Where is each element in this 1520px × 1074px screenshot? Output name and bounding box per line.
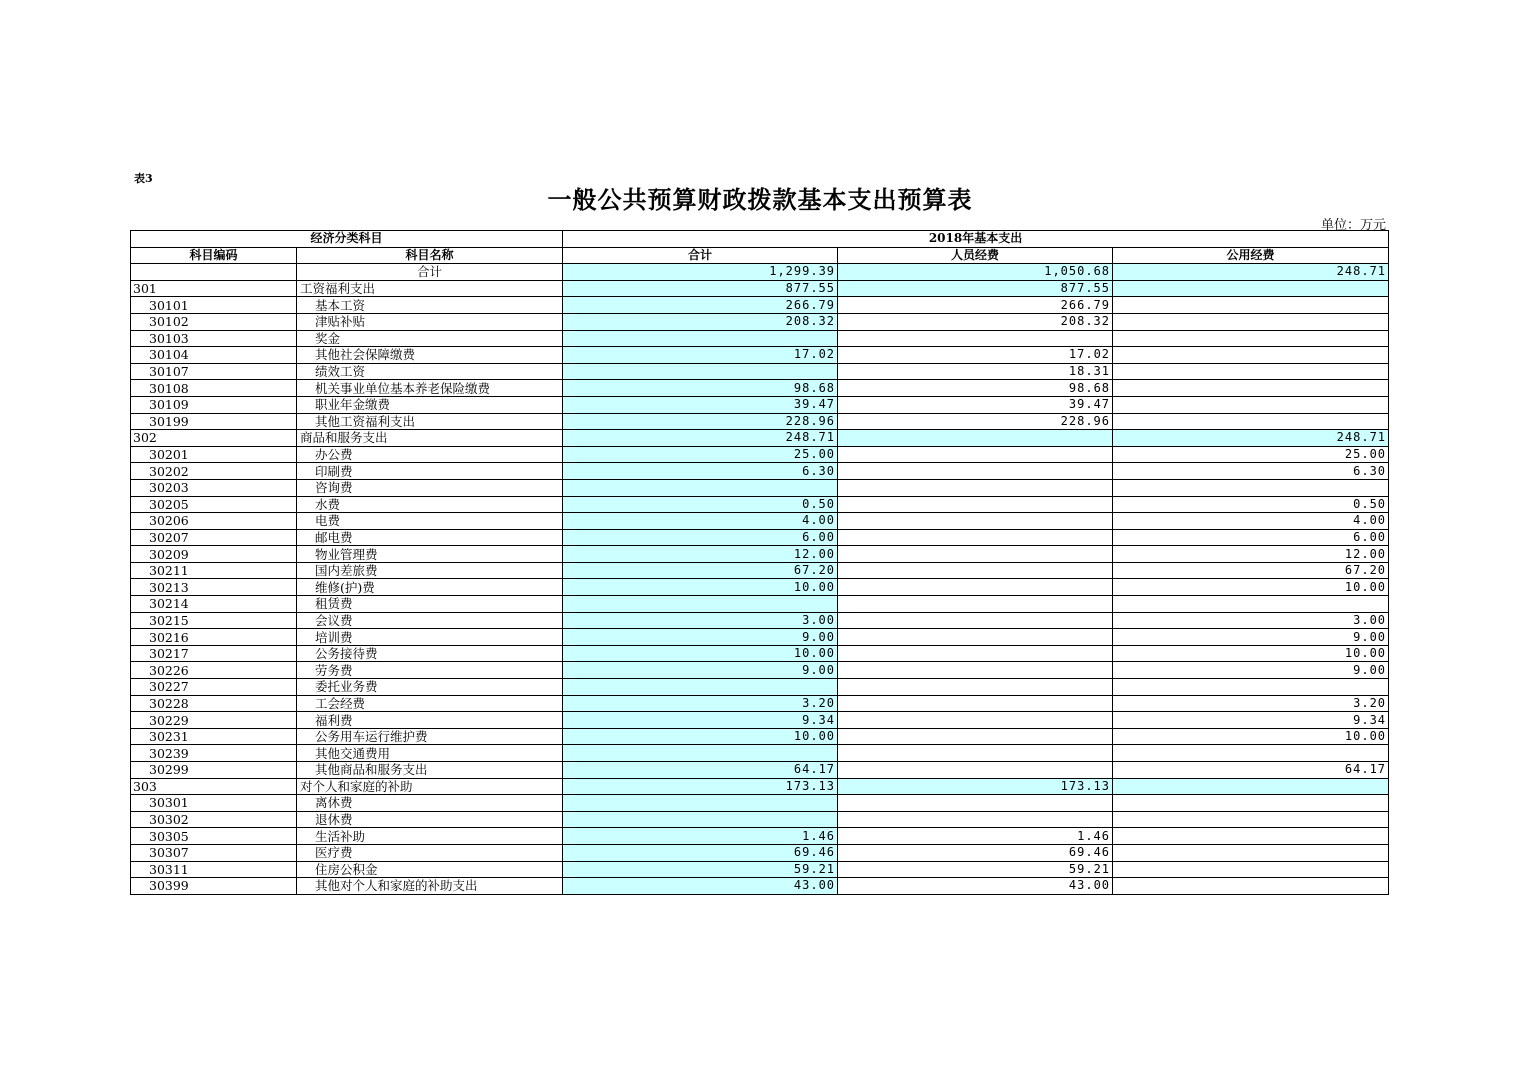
row-public: 0.50 xyxy=(1113,496,1389,513)
row-total: 25.00 xyxy=(563,446,838,463)
total-label: 合计 xyxy=(297,264,563,281)
table-row xyxy=(131,330,1389,347)
table-row xyxy=(131,280,1389,297)
row-total: 0.50 xyxy=(563,496,838,513)
row-code: 30102 xyxy=(131,313,297,330)
row-public: 67.20 xyxy=(1113,562,1389,579)
header-economic-category: 经济分类科目 xyxy=(131,231,563,248)
row-public: 9.00 xyxy=(1113,662,1389,679)
row-total: 1.46 xyxy=(563,828,838,845)
row-personnel xyxy=(838,596,1113,613)
table-row xyxy=(131,612,1389,629)
table-row xyxy=(131,313,1389,330)
row-personnel xyxy=(838,579,1113,596)
header-code: 科目编码 xyxy=(131,247,297,264)
row-total: 266.79 xyxy=(563,297,838,314)
row-public: 4.00 xyxy=(1113,513,1389,530)
row-public xyxy=(1113,778,1389,795)
row-code: 30205 xyxy=(131,496,297,513)
row-personnel xyxy=(838,496,1113,513)
table-row xyxy=(131,629,1389,646)
row-code: 30301 xyxy=(131,795,297,812)
row-code: 30217 xyxy=(131,645,297,662)
row-personnel: 69.46 xyxy=(838,844,1113,861)
row-total: 6.00 xyxy=(563,529,838,546)
row-code: 303 xyxy=(131,778,297,795)
row-code: 30101 xyxy=(131,297,297,314)
row-name: 其他交通费用 xyxy=(297,745,563,762)
row-public: 10.00 xyxy=(1113,579,1389,596)
row-code: 30226 xyxy=(131,662,297,679)
row-total: 3.20 xyxy=(563,695,838,712)
header-personnel: 人员经费 xyxy=(838,247,1113,264)
row-total: 228.96 xyxy=(563,413,838,430)
row-name: 对个人和家庭的补助 xyxy=(297,778,563,795)
row-total: 17.02 xyxy=(563,347,838,364)
table-row xyxy=(131,496,1389,513)
row-total xyxy=(563,795,838,812)
row-name: 工会经费 xyxy=(297,695,563,712)
row-public xyxy=(1113,380,1389,397)
row-public: 25.00 xyxy=(1113,446,1389,463)
header-basic-expenditure: 2018年基本支出 xyxy=(563,231,1389,248)
row-public: 6.00 xyxy=(1113,529,1389,546)
row-total: 6.30 xyxy=(563,463,838,480)
row-personnel xyxy=(838,479,1113,496)
row-personnel xyxy=(838,546,1113,563)
row-name: 福利费 xyxy=(297,712,563,729)
row-name: 商品和服务支出 xyxy=(297,430,563,447)
row-code: 30216 xyxy=(131,629,297,646)
row-public xyxy=(1113,861,1389,878)
table-row xyxy=(131,762,1389,779)
row-name: 水费 xyxy=(297,496,563,513)
table-row xyxy=(131,430,1389,447)
row-name: 机关事业单位基本养老保险缴费 xyxy=(297,380,563,397)
row-personnel xyxy=(838,795,1113,812)
row-total: 98.68 xyxy=(563,380,838,397)
row-code: 30109 xyxy=(131,396,297,413)
row-public xyxy=(1113,844,1389,861)
row-code: 30213 xyxy=(131,579,297,596)
row-total: 9.00 xyxy=(563,662,838,679)
row-name: 培训费 xyxy=(297,629,563,646)
table-row xyxy=(131,396,1389,413)
row-public xyxy=(1113,280,1389,297)
row-total: 12.00 xyxy=(563,546,838,563)
table-row xyxy=(131,579,1389,596)
table-row xyxy=(131,695,1389,712)
unit-label: 单位：万元 xyxy=(1320,218,1386,233)
row-code: 30201 xyxy=(131,446,297,463)
row-name: 咨询费 xyxy=(297,479,563,496)
row-total xyxy=(563,596,838,613)
row-public: 3.20 xyxy=(1113,695,1389,712)
row-code: 30231 xyxy=(131,728,297,745)
row-personnel: 1.46 xyxy=(838,828,1113,845)
table-row xyxy=(131,380,1389,397)
total-total: 1,299.39 xyxy=(563,264,838,281)
row-name: 基本工资 xyxy=(297,297,563,314)
row-code: 30311 xyxy=(131,861,297,878)
table-row xyxy=(131,728,1389,745)
row-personnel xyxy=(838,330,1113,347)
table-row xyxy=(131,844,1389,861)
table-row xyxy=(131,795,1389,812)
row-code: 30104 xyxy=(131,347,297,364)
row-name: 奖金 xyxy=(297,330,563,347)
row-total: 173.13 xyxy=(563,778,838,795)
row-code: 30307 xyxy=(131,844,297,861)
row-total: 10.00 xyxy=(563,645,838,662)
row-personnel xyxy=(838,430,1113,447)
row-code: 30215 xyxy=(131,612,297,629)
table-row xyxy=(131,861,1389,878)
row-name: 津贴补贴 xyxy=(297,313,563,330)
row-public xyxy=(1113,313,1389,330)
row-code: 30229 xyxy=(131,712,297,729)
row-public: 3.00 xyxy=(1113,612,1389,629)
page-title: 一般公共预算财政拨款基本支出预算表 xyxy=(547,185,973,214)
table-row xyxy=(131,645,1389,662)
table-row xyxy=(131,413,1389,430)
total-row xyxy=(131,264,1389,281)
row-public xyxy=(1113,679,1389,696)
table-row xyxy=(131,347,1389,364)
header-name: 科目名称 xyxy=(297,247,563,264)
row-name: 租赁费 xyxy=(297,596,563,613)
row-personnel: 877.55 xyxy=(838,280,1113,297)
row-personnel: 266.79 xyxy=(838,297,1113,314)
table-row xyxy=(131,745,1389,762)
table-row xyxy=(131,529,1389,546)
header-total: 合计 xyxy=(563,247,838,264)
row-public: 248.71 xyxy=(1113,430,1389,447)
group-header-row xyxy=(131,231,1389,248)
row-personnel: 39.47 xyxy=(838,396,1113,413)
row-personnel xyxy=(838,612,1113,629)
row-personnel: 17.02 xyxy=(838,347,1113,364)
row-code: 30228 xyxy=(131,695,297,712)
row-code: 30202 xyxy=(131,463,297,480)
row-total: 39.47 xyxy=(563,396,838,413)
row-code: 30305 xyxy=(131,828,297,845)
row-total xyxy=(563,745,838,762)
table-row xyxy=(131,463,1389,480)
row-name: 邮电费 xyxy=(297,529,563,546)
row-code: 30107 xyxy=(131,363,297,380)
row-public: 10.00 xyxy=(1113,728,1389,745)
row-code: 30203 xyxy=(131,479,297,496)
row-personnel xyxy=(838,513,1113,530)
row-total xyxy=(563,363,838,380)
table-row xyxy=(131,679,1389,696)
row-personnel xyxy=(838,679,1113,696)
row-personnel xyxy=(838,446,1113,463)
row-total xyxy=(563,679,838,696)
row-name: 退休费 xyxy=(297,811,563,828)
row-personnel xyxy=(838,762,1113,779)
row-total: 59.21 xyxy=(563,861,838,878)
row-total xyxy=(563,330,838,347)
row-public: 64.17 xyxy=(1113,762,1389,779)
row-name: 离休费 xyxy=(297,795,563,812)
row-personnel xyxy=(838,529,1113,546)
table-row xyxy=(131,778,1389,795)
row-code: 30206 xyxy=(131,513,297,530)
row-personnel: 59.21 xyxy=(838,861,1113,878)
row-total xyxy=(563,811,838,828)
total-personnel: 1,050.68 xyxy=(838,264,1113,281)
row-name: 电费 xyxy=(297,513,563,530)
table-row xyxy=(131,596,1389,613)
row-name: 其他商品和服务支出 xyxy=(297,762,563,779)
row-total: 64.17 xyxy=(563,762,838,779)
row-personnel xyxy=(838,629,1113,646)
row-public: 9.34 xyxy=(1113,712,1389,729)
row-public: 12.00 xyxy=(1113,546,1389,563)
row-personnel xyxy=(838,745,1113,762)
total-code-cell xyxy=(131,264,297,281)
row-personnel: 43.00 xyxy=(838,878,1113,895)
row-name: 工资福利支出 xyxy=(297,280,563,297)
row-name: 印刷费 xyxy=(297,463,563,480)
total-public: 248.71 xyxy=(1113,264,1389,281)
row-public xyxy=(1113,596,1389,613)
row-public xyxy=(1113,396,1389,413)
row-name: 其他对个人和家庭的补助支出 xyxy=(297,878,563,895)
row-code: 30239 xyxy=(131,745,297,762)
row-total: 877.55 xyxy=(563,280,838,297)
budget-table xyxy=(130,230,1389,895)
row-personnel: 98.68 xyxy=(838,380,1113,397)
row-code: 30103 xyxy=(131,330,297,347)
row-public xyxy=(1113,479,1389,496)
row-public xyxy=(1113,811,1389,828)
row-name: 医疗费 xyxy=(297,844,563,861)
row-name: 绩效工资 xyxy=(297,363,563,380)
row-personnel xyxy=(838,728,1113,745)
table-row xyxy=(131,878,1389,895)
table-number: 表3 xyxy=(134,172,153,185)
row-code: 30207 xyxy=(131,529,297,546)
row-personnel: 228.96 xyxy=(838,413,1113,430)
row-name: 公务用车运行维护费 xyxy=(297,728,563,745)
table-row xyxy=(131,297,1389,314)
row-public xyxy=(1113,297,1389,314)
table-row xyxy=(131,446,1389,463)
row-personnel xyxy=(838,811,1113,828)
row-code: 30302 xyxy=(131,811,297,828)
table-row xyxy=(131,828,1389,845)
row-name: 其他社会保障缴费 xyxy=(297,347,563,364)
table-row xyxy=(131,662,1389,679)
row-public: 10.00 xyxy=(1113,645,1389,662)
row-name: 物业管理费 xyxy=(297,546,563,563)
column-header-row xyxy=(131,247,1389,264)
row-personnel: 18.31 xyxy=(838,363,1113,380)
row-name: 职业年金缴费 xyxy=(297,396,563,413)
row-personnel: 173.13 xyxy=(838,778,1113,795)
table-row xyxy=(131,363,1389,380)
row-total: 248.71 xyxy=(563,430,838,447)
row-total: 208.32 xyxy=(563,313,838,330)
table-row xyxy=(131,562,1389,579)
row-total: 43.00 xyxy=(563,878,838,895)
row-code: 30227 xyxy=(131,679,297,696)
row-name: 劳务费 xyxy=(297,662,563,679)
table-row xyxy=(131,546,1389,563)
row-name: 其他工资福利支出 xyxy=(297,413,563,430)
row-public xyxy=(1113,330,1389,347)
row-public: 6.30 xyxy=(1113,463,1389,480)
row-code: 30399 xyxy=(131,878,297,895)
row-personnel xyxy=(838,695,1113,712)
row-public: 9.00 xyxy=(1113,629,1389,646)
row-code: 30214 xyxy=(131,596,297,613)
row-public xyxy=(1113,347,1389,364)
row-total: 10.00 xyxy=(563,728,838,745)
row-public xyxy=(1113,795,1389,812)
row-total xyxy=(563,479,838,496)
row-personnel xyxy=(838,463,1113,480)
table-row xyxy=(131,513,1389,530)
row-name: 国内差旅费 xyxy=(297,562,563,579)
row-personnel xyxy=(838,562,1113,579)
row-name: 公务接待费 xyxy=(297,645,563,662)
row-code: 302 xyxy=(131,430,297,447)
row-code: 301 xyxy=(131,280,297,297)
row-name: 维修(护)费 xyxy=(297,579,563,596)
row-total: 69.46 xyxy=(563,844,838,861)
row-personnel xyxy=(838,662,1113,679)
row-total: 10.00 xyxy=(563,579,838,596)
row-total: 9.34 xyxy=(563,712,838,729)
row-code: 30199 xyxy=(131,413,297,430)
row-public xyxy=(1113,828,1389,845)
row-name: 委托业务费 xyxy=(297,679,563,696)
table-row xyxy=(131,479,1389,496)
row-code: 30211 xyxy=(131,562,297,579)
row-code: 30209 xyxy=(131,546,297,563)
row-public xyxy=(1113,363,1389,380)
row-name: 住房公积金 xyxy=(297,861,563,878)
row-personnel: 208.32 xyxy=(838,313,1113,330)
row-code: 30299 xyxy=(131,762,297,779)
row-public xyxy=(1113,413,1389,430)
row-public xyxy=(1113,745,1389,762)
row-public xyxy=(1113,878,1389,895)
header-public: 公用经费 xyxy=(1113,247,1389,264)
table-row xyxy=(131,811,1389,828)
table-row xyxy=(131,712,1389,729)
row-total: 4.00 xyxy=(563,513,838,530)
row-personnel xyxy=(838,712,1113,729)
row-total: 67.20 xyxy=(563,562,838,579)
row-total: 9.00 xyxy=(563,629,838,646)
row-name: 生活补助 xyxy=(297,828,563,845)
row-personnel xyxy=(838,645,1113,662)
row-name: 会议费 xyxy=(297,612,563,629)
row-total: 3.00 xyxy=(563,612,838,629)
row-code: 30108 xyxy=(131,380,297,397)
row-name: 办公费 xyxy=(297,446,563,463)
